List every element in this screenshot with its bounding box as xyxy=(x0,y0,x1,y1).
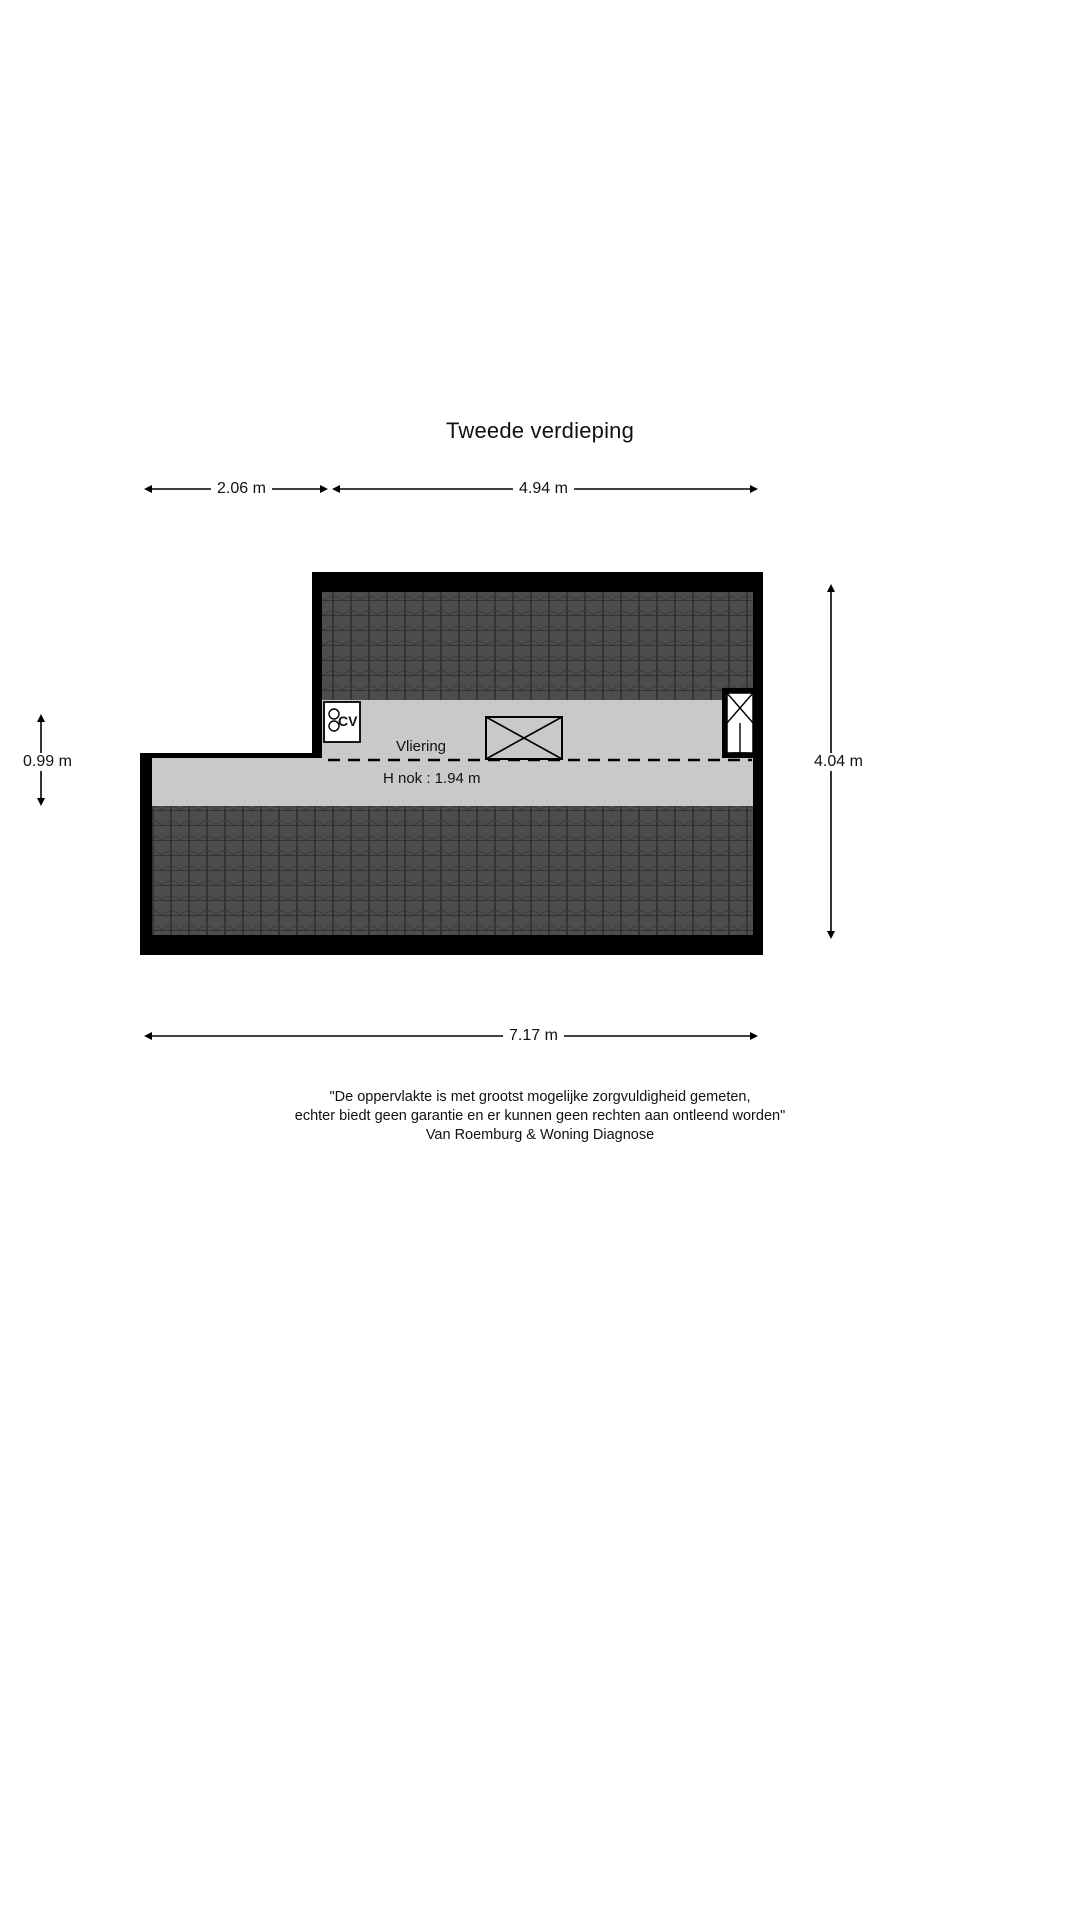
room-label-vliering: Vliering xyxy=(396,738,447,755)
disclaimer-line-2: echter biedt geen garantie en er kunnen geen rechten aan ontleend worden" xyxy=(294,1108,786,1124)
dimension-label-top-left: 2.06 m xyxy=(211,480,272,498)
dimension-label-left: 0.99 m xyxy=(17,753,78,771)
dimension-label-right: 4.04 m xyxy=(808,753,869,771)
room-label-ridge-height: H nok : 1.94 m xyxy=(383,770,481,787)
disclaimer xyxy=(0,1088,1080,1145)
dimension-label-bottom: 7.17 m xyxy=(503,1027,564,1045)
cv-boiler-label: CV xyxy=(338,713,358,729)
disclaimer-line-1: "De oppervlakte is met grootst mogelijke zorgvuldigheid gemeten, xyxy=(329,1089,751,1105)
dimension-label-top-right: 4.94 m xyxy=(513,480,574,498)
roof-hatch xyxy=(486,717,562,759)
roof-lower xyxy=(152,806,753,935)
disclaimer-line-3: Van Roemburg & Woning Diagnose xyxy=(425,1127,655,1143)
roof-window-right xyxy=(722,688,758,758)
page-title: Tweede verdieping xyxy=(445,418,635,443)
